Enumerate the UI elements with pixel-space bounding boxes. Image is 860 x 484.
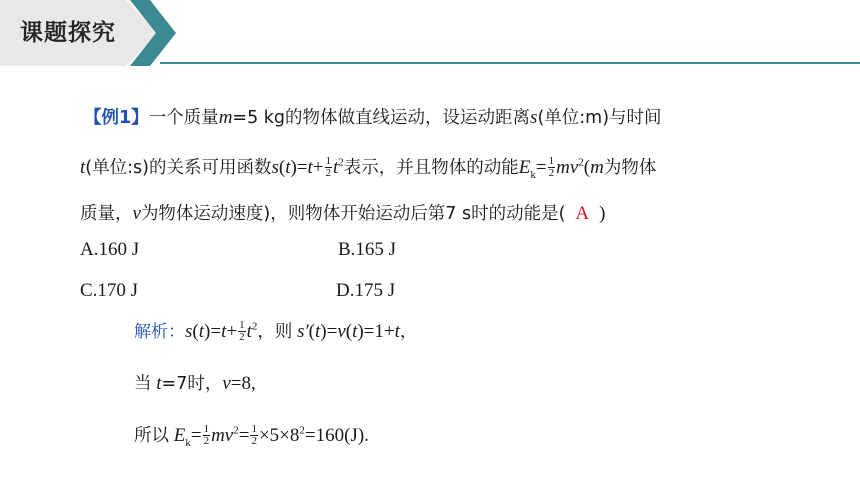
option-b: B.165 J (338, 239, 397, 260)
header-title: 课题探究 (20, 20, 116, 46)
problem-line-3: 质量，v为物体运动速度)，则物体开始运动后第7 s时的动能是( A ) (80, 203, 606, 224)
example-tag: 【例1】 (84, 108, 149, 128)
fraction-one-half: $\frac{1}{2}$ (325, 155, 332, 180)
option-c: C.170 J (80, 280, 139, 301)
answer-choice: A (575, 203, 590, 224)
solution-line-1: 解析：s(t)=t+ $\frac{1}{2}$ $t^2$，则 s′(t)=v(t)=1+t， (134, 319, 418, 344)
header-divider (160, 62, 860, 64)
fraction-one-half: $\frac{1}{2}$ (251, 423, 257, 448)
problem-line-1: 【例1】一个质量m=5 kg的物体做直线运动，设运动距离s(单位:m)与时间 (84, 107, 662, 128)
header-bar (0, 0, 860, 66)
option-a: A.160 J (80, 239, 140, 260)
solution-line-3: 所以 $E_k=$ $\frac{1}{2}$ $mv^2=$ $\frac{1}{2}$ $\times 5\times 8^2=160(J)$. (134, 423, 369, 449)
solution-label: 解析： (134, 322, 185, 342)
fraction-one-half: $\frac{1}{2}$ (548, 155, 555, 180)
fraction-one-half: $\frac{1}{2}$ (203, 423, 210, 448)
fraction-one-half: $\frac{1}{2}$ (239, 319, 245, 344)
problem-line-2: t(单位:s)的关系可用函数s(t)=t+ $\frac{1}{2}$ $t^2$表示，并且物体的动能$E_k=$ $\frac{1}{2}$ $mv^2(m$为物体 (80, 155, 657, 181)
solution-line-2: 当 t=7时，v=8, (134, 373, 256, 394)
option-d: D.175 J (336, 280, 396, 301)
